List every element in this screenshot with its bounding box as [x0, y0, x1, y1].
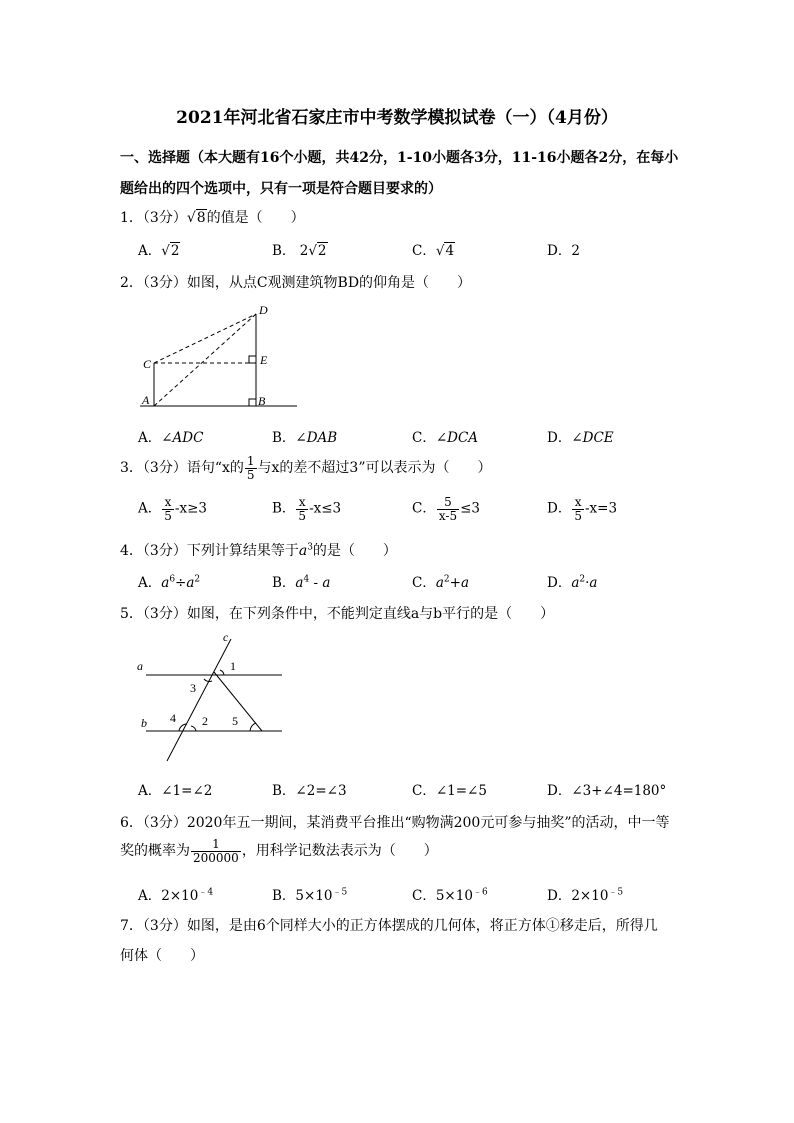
question-5: 5．（3分）如图，在下列条件中，不能判定直线a与b平行的是（ ） — [120, 606, 555, 622]
q1-suffix: 的值是（ ） — [206, 210, 305, 226]
label-line-a: a — [137, 659, 143, 673]
label-c: C — [143, 357, 152, 371]
q3-fraction: $\frac{1}{5}$ — [246, 454, 255, 482]
label-e: E — [260, 353, 268, 367]
question-2: 2．（3分）如图，从点C观测建筑物BD的仰角是（ ） — [120, 275, 472, 291]
right-angle-b — [249, 399, 256, 406]
label-b: B — [258, 394, 266, 408]
q5-option-b: B．∠2=∠3 — [272, 783, 347, 799]
q3-option-b: B． $\frac{x}{5}$ -x≤3 — [272, 495, 342, 523]
q1-option-b: B． 2√2 — [272, 243, 327, 259]
q5-option-c: C．∠1=∠5 — [412, 783, 487, 799]
q6-option-a: A．$2\times 10^{﹣4}$ — [138, 887, 214, 904]
right-angle-e — [249, 356, 256, 363]
q4-option-d: D．$a^2\cdot a$ — [547, 574, 598, 591]
q2-option-d: D．∠DCE — [547, 430, 614, 446]
q1-option-c: C．√4 — [412, 243, 455, 259]
angle-3-arc — [204, 679, 212, 682]
label-d: D — [259, 303, 268, 317]
angle-1-arc — [220, 670, 224, 675]
q2-option-a: A．∠ADC — [138, 430, 204, 446]
q5-option-a: A．∠1=∠2 — [138, 783, 213, 799]
question-7-line1: 7．（3分）如图，是由6个同样大小的正方体摆成的几何体，将正方体①移走后，所得几 — [120, 918, 658, 934]
label-a: A — [142, 393, 150, 407]
angle-2-arc — [191, 726, 196, 731]
q1-option-a: A．√2 — [138, 243, 180, 259]
q1-prefix: 1．（3分） — [120, 210, 187, 226]
q4-option-a: A．$a^6\div a^2$ — [138, 574, 201, 591]
label-angle-3: 3 — [190, 681, 196, 695]
q1-sqrt: √8 — [186, 210, 206, 226]
question-6-line2: 奖的概率为 $\frac{1}{200000}$ ，用科学记数法表示为（ ） — [120, 837, 438, 865]
label-angle-4: 4 — [170, 711, 176, 725]
q2-option-c: C．∠DCA — [412, 430, 479, 446]
section-heading-line1: 一、选择题（本大题有16个小题，共42分，1-10小题各3分，11-16小题各2分，在每小 — [120, 150, 679, 166]
question-6-line1: 6．（3分）2020年五一期间，某消费平台推出“购物满200元可参与抽奖”的活动，中一等 — [120, 815, 670, 831]
question-1 — [120, 207, 305, 227]
q6-option-d: D．$2\times 10^{﹣5}$ — [547, 887, 624, 904]
q2-figure — [135, 300, 305, 415]
label-line-b: b — [141, 716, 147, 730]
label-line-c: c — [223, 630, 229, 644]
question-3: 3．（3分）语句“x的 $\frac{1}{5}$ 与x的差不超过3”可以表示为（ ） — [120, 454, 492, 482]
q3-option-d: D． $\frac{x}{5}$ -x=3 — [547, 495, 618, 523]
section-heading-line2: 题给出的四个选项中，只有一项是符合题目要求的） — [120, 181, 442, 197]
q2-option-b: B．∠DAB — [272, 430, 338, 446]
q5-option-d: D．∠3+∠4=180° — [547, 783, 667, 799]
segment-ad — [154, 314, 256, 406]
q4-option-c: C．$a^2+a$ — [412, 574, 470, 591]
q6-fraction: $\frac{1}{200000}$ — [193, 837, 239, 865]
transversal-segment — [214, 672, 262, 731]
segment-cd — [154, 314, 256, 363]
q3-option-c: C． $\frac{5}{x-5}$ ≤3 — [412, 495, 480, 523]
label-angle-5: 5 — [232, 714, 238, 728]
q5-figure — [132, 630, 292, 765]
label-angle-1: 1 — [230, 659, 236, 673]
page-title: 2021年河北省石家庄市中考数学模拟试卷（一）（4月份） — [176, 108, 618, 128]
q6-option-c: C．$5\times 10^{﹣6}$ — [412, 887, 488, 904]
q4-option-b: B．$a^4$ - a — [272, 574, 331, 591]
q6-option-b: B．$5\times 10^{﹣5}$ — [272, 887, 348, 904]
label-angle-2: 2 — [202, 714, 208, 728]
angle-5-arc — [250, 723, 256, 731]
question-4: 4．（3分）下列计算结果等于$a^3$的是（ ） — [120, 542, 397, 559]
q1-option-d: D．2 — [547, 243, 580, 259]
question-7-line2: 何体（ ） — [120, 948, 204, 964]
q3-option-a: A． $\frac{x}{5}$ -x≥3 — [138, 495, 207, 523]
line-c — [167, 639, 231, 761]
